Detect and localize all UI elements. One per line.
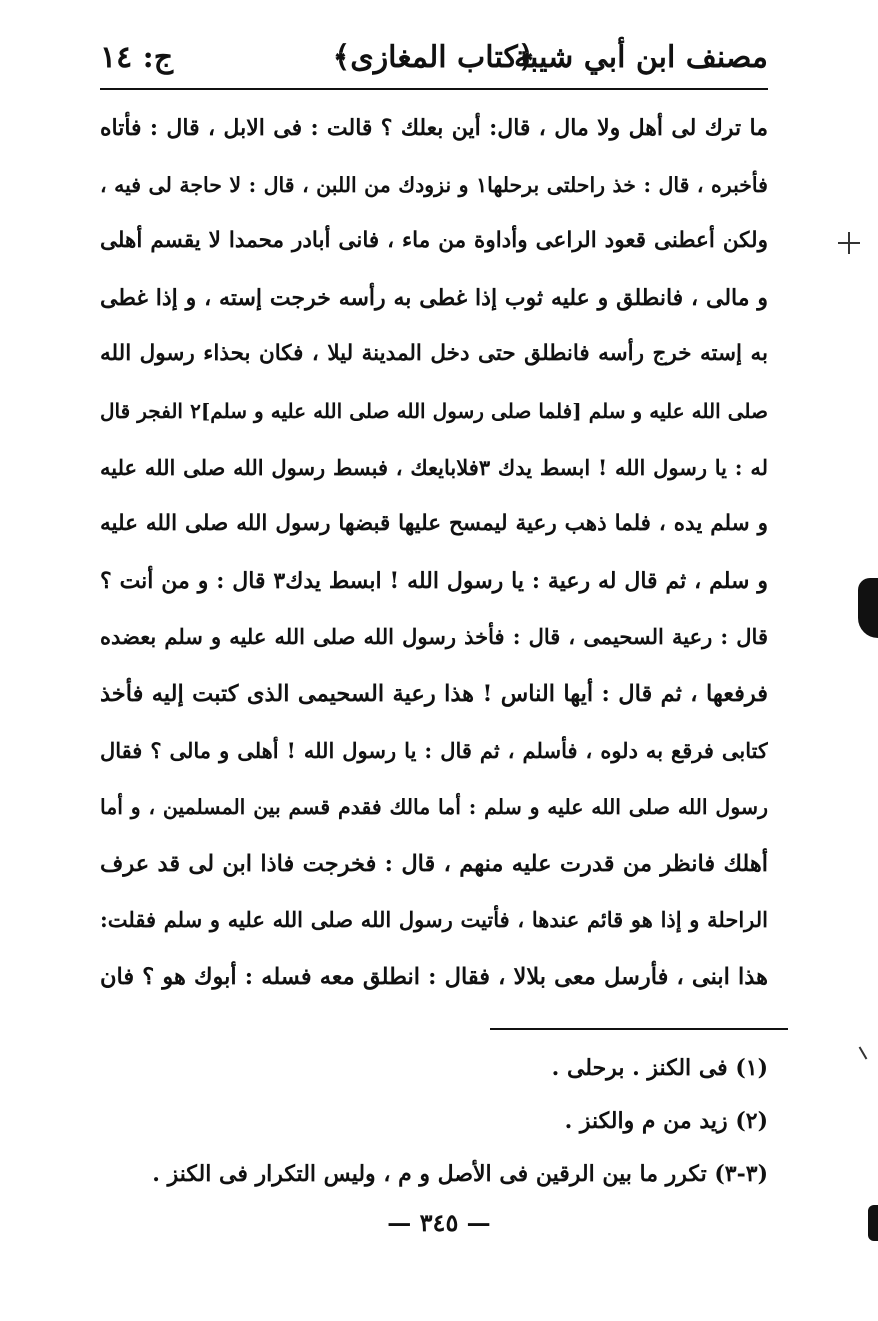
text-line: هذا ابنى ، فأرسل معى بلالا ، فقال : انطلق معه فسله : أبوك هو ؟ فان [100, 963, 768, 990]
text-line: و سلم يده ، فلما ذهب رعية ليمسح عليها قبضها رسول الله صلى الله عليه [100, 511, 768, 537]
page-number: — ٣٤٥ — [387, 1208, 491, 1237]
running-header [100, 30, 768, 86]
scan-edge-blot [858, 578, 878, 638]
text-line: كتابى فرقع به دلوه ، فأسلم ، ثم قال : يا رسول الله ! أهلى و مالى ؟ فقال [100, 737, 768, 763]
footnote-divider [490, 1028, 788, 1030]
text-line: و مالى ، فانطلق و عليه ثوب إذا غطى به رأسه خرجت إسته ، و إذا غطى [100, 284, 768, 311]
text-line: صلى الله عليه و سلم [فلما صلى رسول الله صلى الله عليه و سلم]٢ الفجر قال [100, 398, 768, 423]
text-line: و سلم ، ثم قال له رعية : يا رسول الله ! ابسط يدك٣ قال : و من أنت ؟ [100, 567, 768, 594]
book-title: مصنف ابن أبي شيبة [513, 40, 768, 75]
text-line: ولكن أعطنى قعود الراعى وأداوة من ماء ، فانى أبادر محمدا لا يقسم أهلى [100, 228, 768, 254]
text-line: فرفعها ، ثم قال : أيها الناس ! هذا رعية السحيمى الذى كتبت إليه فأخذ [100, 680, 768, 707]
text-line: أهلك فانظر من قدرت عليه منهم ، قال : فخرجت فاذا ابن لى قد عرف [100, 850, 768, 877]
footnote: (١) فى الكنز . برحلى . [551, 1055, 768, 1081]
text-line: الراحلة و إذا هو قائم عندها ، فأتيت رسول الله صلى الله عليه و سلم فقلت: [100, 907, 768, 933]
text-line: به إسته خرج رأسه فانطلق حتى دخل المدينة ليلا ، فكان بحذاء رسول الله [100, 341, 768, 367]
header-divider [100, 88, 768, 90]
main-text [100, 100, 768, 1006]
footnotes [100, 1042, 768, 1201]
text-line: قال : رعية السحيمى ، قال : فأخذ رسول الله صلى الله عليه و سلم بعضده [100, 624, 768, 650]
volume-number: ج: ١٤ [100, 40, 174, 75]
margin-tick-mark [860, 1046, 872, 1060]
scan-edge-blot [868, 1205, 878, 1241]
text-line: رسول الله صلى الله عليه و سلم : أما مالك فقدم قسم بين المسلمين ، و أما [100, 795, 768, 820]
footnote: (٣-٣) تكرر ما بين الرقين فى الأصل و م ، وليس التكرار فى الكنز . [152, 1161, 768, 1187]
text-line: فأخبره ، قال : خذ راحلتى برحلها١ و نزودك من اللبن ، قال : لا حاجة لى فيه ، [100, 172, 768, 197]
chapter-title: ﴿كتاب المغازى﴾ [332, 40, 536, 75]
text-line: له : يا رسول الله ! ابسط يدك ٣فلابايعك ، فبسط رسول الله صلى الله عليه [100, 454, 768, 480]
text-line: ما ترك لى أهل ولا مال ، قال: أين بعلك ؟ قالت : فى الابل ، قال : فأتاه [100, 115, 768, 141]
footnote: (٢) زيد من م والكنز . [564, 1108, 768, 1134]
